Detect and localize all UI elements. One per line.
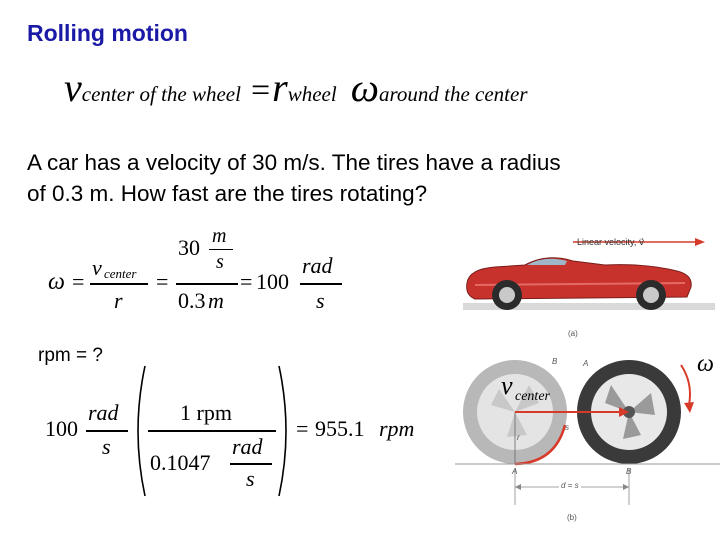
- eq2-equals-1: =: [72, 269, 85, 294]
- eq2-num-unit-bottom: s: [216, 251, 224, 273]
- eq2-den: 0.3: [178, 288, 206, 313]
- eq3-unit-top: rad: [88, 400, 119, 425]
- eq2-den-unit: m: [208, 288, 224, 313]
- eq2-v: v: [92, 255, 102, 280]
- problem-statement: [27, 147, 717, 209]
- distance-arrow-left: [515, 484, 521, 490]
- eq2-equals-3: =: [240, 269, 253, 294]
- rpm-calculation: [40, 362, 440, 502]
- car-rear-hub: [499, 287, 515, 303]
- eq3-unit-bar: [86, 430, 128, 432]
- eq3-equals: =: [296, 416, 309, 441]
- eq2-v-subscript: center: [104, 266, 137, 281]
- eq1-equals: =: [250, 72, 271, 109]
- eq3-conv-bottom-value: 0.1047: [150, 450, 211, 475]
- arc-label: s: [565, 423, 569, 432]
- omega-label: ω: [697, 351, 714, 377]
- eq2-unit-bar: [209, 249, 233, 250]
- wheel-figure: [455, 345, 720, 535]
- eq1-omega-subscript: around the center: [378, 82, 528, 106]
- linear-velocity-arrow-head: [695, 238, 705, 246]
- radius-label: r: [517, 433, 520, 442]
- eq1-r-subscript: wheel: [287, 82, 337, 106]
- eq3-conv-bottom-bar: [230, 463, 272, 465]
- rolling-equation: [64, 64, 528, 111]
- figure-caption-b: (b): [567, 513, 577, 522]
- wheel-illustration: [455, 345, 720, 535]
- eq2-result-unit-top: rad: [302, 253, 333, 278]
- eq3-result: 955.1: [315, 416, 365, 441]
- problem-line-1: A car has a velocity of 30 m/s. The tires have a radius: [27, 150, 561, 175]
- eq3-left-paren: [138, 366, 145, 496]
- car-front-hub: [643, 287, 659, 303]
- v-center-label: v: [501, 371, 513, 400]
- car-figure: [455, 225, 715, 345]
- eq2-fraction-bar-1: [90, 283, 148, 285]
- eq3-result-unit: rpm: [379, 416, 415, 441]
- linear-velocity-label: Linear velocity, v⃗: [577, 237, 645, 247]
- point-a-top: A: [583, 359, 589, 368]
- omega-calculation: [40, 225, 370, 320]
- eq3-conv-top: 1 rpm: [180, 400, 232, 425]
- eq3-conv-bottom-unit-bottom: s: [246, 466, 255, 491]
- v-center-subscript: center: [515, 389, 550, 404]
- eq1-r: r: [272, 65, 288, 110]
- eq2-num-unit-top: m: [212, 225, 227, 247]
- omega-arrow-arc: [681, 365, 690, 405]
- omega-arrow-head: [684, 402, 694, 413]
- eq2-r: r: [114, 288, 123, 313]
- problem-line-2: of 0.3 m. How fast are the tires rotating?: [27, 181, 428, 206]
- eq3-unit-bottom: s: [102, 434, 111, 459]
- rpm-question: rpm = ?: [38, 345, 103, 366]
- eq2-equals-2: =: [156, 269, 169, 294]
- eq1-v-subscript: center of the wheel: [81, 82, 241, 106]
- distance-label: d = s: [561, 481, 579, 490]
- eq3-conv-bottom-unit-top: rad: [232, 434, 263, 459]
- eq2-result: 100: [256, 269, 289, 294]
- point-b-bottom: B: [626, 467, 632, 476]
- eq2-result-unit-bottom: s: [316, 288, 325, 313]
- eq2-fraction-bar-2: [176, 283, 238, 285]
- point-a-bottom: A: [512, 467, 518, 476]
- eq3-conv-bar: [148, 430, 276, 432]
- eq2-fraction-bar-3: [300, 283, 342, 285]
- slide-title: Rolling motion: [27, 20, 188, 46]
- eq1-v: v: [64, 65, 82, 110]
- eq2-omega: ω: [48, 269, 65, 295]
- figure-caption-a: (a): [568, 329, 578, 338]
- point-b-top: B: [552, 357, 558, 366]
- eq3-value: 100: [45, 416, 78, 441]
- eq1-omega: ω: [350, 65, 379, 110]
- eq2-num-value: 30: [178, 235, 200, 260]
- eq3-right-paren: [279, 366, 286, 496]
- distance-arrow-right: [623, 484, 629, 490]
